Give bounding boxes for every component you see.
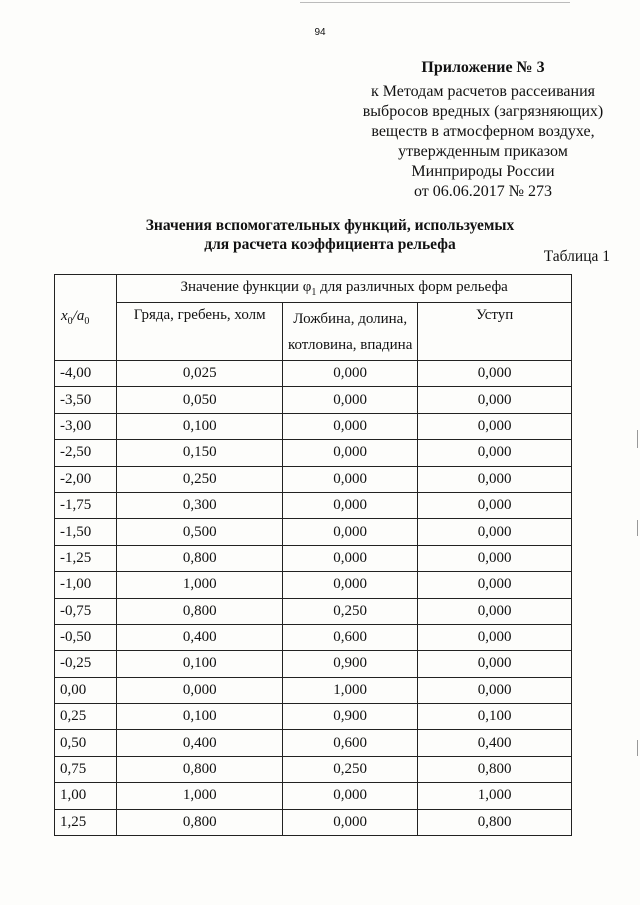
cell-hollow-value: 0,600 xyxy=(283,730,418,756)
cell-x-ratio: -4,00 xyxy=(55,361,117,387)
cell-ledge-value: 0,000 xyxy=(418,545,572,571)
cell-ridge-value: 0,100 xyxy=(117,704,283,730)
table-row xyxy=(55,704,572,730)
cell-ridge-value: 0,100 xyxy=(117,651,283,677)
cell-x-ratio: -0,50 xyxy=(55,624,117,650)
cell-ledge-value: 1,000 xyxy=(418,783,572,809)
cell-x-ratio: 1,00 xyxy=(55,783,117,809)
cell-hollow-value: 0,000 xyxy=(283,440,418,466)
cell-ridge-value: 0,250 xyxy=(117,466,283,492)
cell-x-ratio: -1,00 xyxy=(55,572,117,598)
cell-x-ratio: 0,25 xyxy=(55,704,117,730)
cell-hollow-value: 0,250 xyxy=(283,598,418,624)
scan-edge-mark xyxy=(637,740,638,756)
cell-hollow-value: 0,000 xyxy=(283,809,418,835)
cell-ledge-value: 0,000 xyxy=(418,387,572,413)
table-subheader-row xyxy=(55,303,572,361)
cell-ridge-value: 0,000 xyxy=(117,677,283,703)
cell-x-ratio: 1,25 xyxy=(55,809,117,835)
table-row xyxy=(55,651,572,677)
cell-ridge-value: 0,300 xyxy=(117,492,283,518)
cell-ridge-value: 0,025 xyxy=(117,361,283,387)
scan-edge-mark xyxy=(637,430,638,448)
cell-ledge-value: 0,000 xyxy=(418,677,572,703)
table-row xyxy=(55,440,572,466)
table-title-line: Значения вспомогательных функций, используемых xyxy=(145,217,515,234)
cell-ridge-value: 0,100 xyxy=(117,413,283,439)
cell-hollow-value: 0,000 xyxy=(283,519,418,545)
cell-ledge-value: 0,100 xyxy=(418,704,572,730)
cell-x-ratio: 0,75 xyxy=(55,756,117,782)
cell-ledge-value: 0,000 xyxy=(418,598,572,624)
cell-ledge-value: 0,000 xyxy=(418,519,572,545)
table-row xyxy=(55,545,572,571)
table-header-row xyxy=(55,275,572,303)
table-label: Таблица 1 xyxy=(543,248,610,265)
cell-hollow-value: 0,000 xyxy=(283,783,418,809)
cell-x-ratio: -1,50 xyxy=(55,519,117,545)
cell-x-ratio: -3,50 xyxy=(55,387,117,413)
cell-ridge-value: 0,500 xyxy=(117,519,283,545)
cell-ledge-value: 0,000 xyxy=(418,440,572,466)
cell-ledge-value: 0,000 xyxy=(418,624,572,650)
table-row xyxy=(55,783,572,809)
cell-ridge-value: 0,800 xyxy=(117,598,283,624)
table-row xyxy=(55,387,572,413)
cell-x-ratio: -3,00 xyxy=(55,413,117,439)
table-row xyxy=(55,598,572,624)
cell-hollow-value: 0,900 xyxy=(283,651,418,677)
cell-ledge-value: 0,000 xyxy=(418,492,572,518)
cell-hollow-value: 0,000 xyxy=(283,572,418,598)
table-row xyxy=(55,730,572,756)
cell-hollow-value: 1,000 xyxy=(283,677,418,703)
appendix-line: от 06.06.2017 № 273 xyxy=(413,183,553,200)
cell-x-ratio: -1,75 xyxy=(55,492,117,518)
table-row xyxy=(55,519,572,545)
cell-hollow-value: 0,000 xyxy=(283,545,418,571)
cell-x-ratio: -0,25 xyxy=(55,651,117,677)
appendix-line: утвержденным приказом xyxy=(398,143,568,160)
cell-ridge-value: 0,150 xyxy=(117,440,283,466)
cell-ledge-value: 0,400 xyxy=(418,730,572,756)
table-row xyxy=(55,361,572,387)
appendix-line: выбросов вредных (загрязняющих) xyxy=(362,103,604,120)
appendix-line: веществ в атмосферном воздухе, xyxy=(371,123,595,140)
cell-ridge-value: 0,800 xyxy=(117,545,283,571)
appendix-title: Приложение № 3 xyxy=(421,59,545,76)
cell-ledge-value: 0,000 xyxy=(418,413,572,439)
cell-ridge-value: 0,050 xyxy=(117,387,283,413)
scan-edge-mark xyxy=(637,520,638,536)
table-row xyxy=(55,466,572,492)
cell-hollow-value: 0,000 xyxy=(283,413,418,439)
table-title-line: для расчета коэффициента рельефа xyxy=(204,236,456,253)
header-x-ratio: $x_0/a_0$ xyxy=(55,275,117,361)
cell-ledge-value: 0,000 xyxy=(418,572,572,598)
header-ridge: Гряда, гребень, холм xyxy=(117,303,283,361)
appendix-line: к Методам расчетов рассеивания xyxy=(370,83,596,100)
table-row xyxy=(55,809,572,835)
table-row xyxy=(55,413,572,439)
header-hollow: Ложбина, долина, котловина, впадина xyxy=(283,303,418,361)
cell-hollow-value: 0,000 xyxy=(283,361,418,387)
cell-x-ratio: -2,50 xyxy=(55,440,117,466)
cell-ridge-value: 0,800 xyxy=(117,756,283,782)
cell-hollow-value: 0,250 xyxy=(283,756,418,782)
cell-ridge-value: 0,800 xyxy=(117,809,283,835)
cell-ridge-value: 1,000 xyxy=(117,783,283,809)
table-row xyxy=(55,756,572,782)
table-row xyxy=(55,624,572,650)
cell-x-ratio: -2,00 xyxy=(55,466,117,492)
scan-top-edge-line xyxy=(300,2,570,3)
cell-ridge-value: 0,400 xyxy=(117,624,283,650)
cell-ridge-value: 0,400 xyxy=(117,730,283,756)
cell-ledge-value: 0,000 xyxy=(418,361,572,387)
cell-x-ratio: -1,25 xyxy=(55,545,117,571)
cell-hollow-value: 0,000 xyxy=(283,466,418,492)
cell-hollow-value: 0,600 xyxy=(283,624,418,650)
cell-ledge-value: 0,800 xyxy=(418,809,572,835)
cell-hollow-value: 0,000 xyxy=(283,492,418,518)
cell-ledge-value: 0,000 xyxy=(418,466,572,492)
cell-ledge-value: 0,800 xyxy=(418,756,572,782)
table-row xyxy=(55,572,572,598)
function-values-table xyxy=(54,274,572,836)
cell-ledge-value: 0,000 xyxy=(418,651,572,677)
table-title xyxy=(70,216,590,254)
page-number: 94 xyxy=(314,27,326,38)
appendix-block xyxy=(360,58,606,202)
table-row xyxy=(55,492,572,518)
cell-hollow-value: 0,900 xyxy=(283,704,418,730)
table-row xyxy=(55,677,572,703)
appendix-line: Минприроды России xyxy=(411,163,555,180)
header-function-phi: Значение функции $\varphi_1$ для различных форм рельефа xyxy=(117,275,572,303)
cell-ridge-value: 1,000 xyxy=(117,572,283,598)
cell-hollow-value: 0,000 xyxy=(283,387,418,413)
cell-x-ratio: 0,50 xyxy=(55,730,117,756)
cell-x-ratio: -0,75 xyxy=(55,598,117,624)
cell-x-ratio: 0,00 xyxy=(55,677,117,703)
header-ledge: Уступ xyxy=(418,303,572,361)
